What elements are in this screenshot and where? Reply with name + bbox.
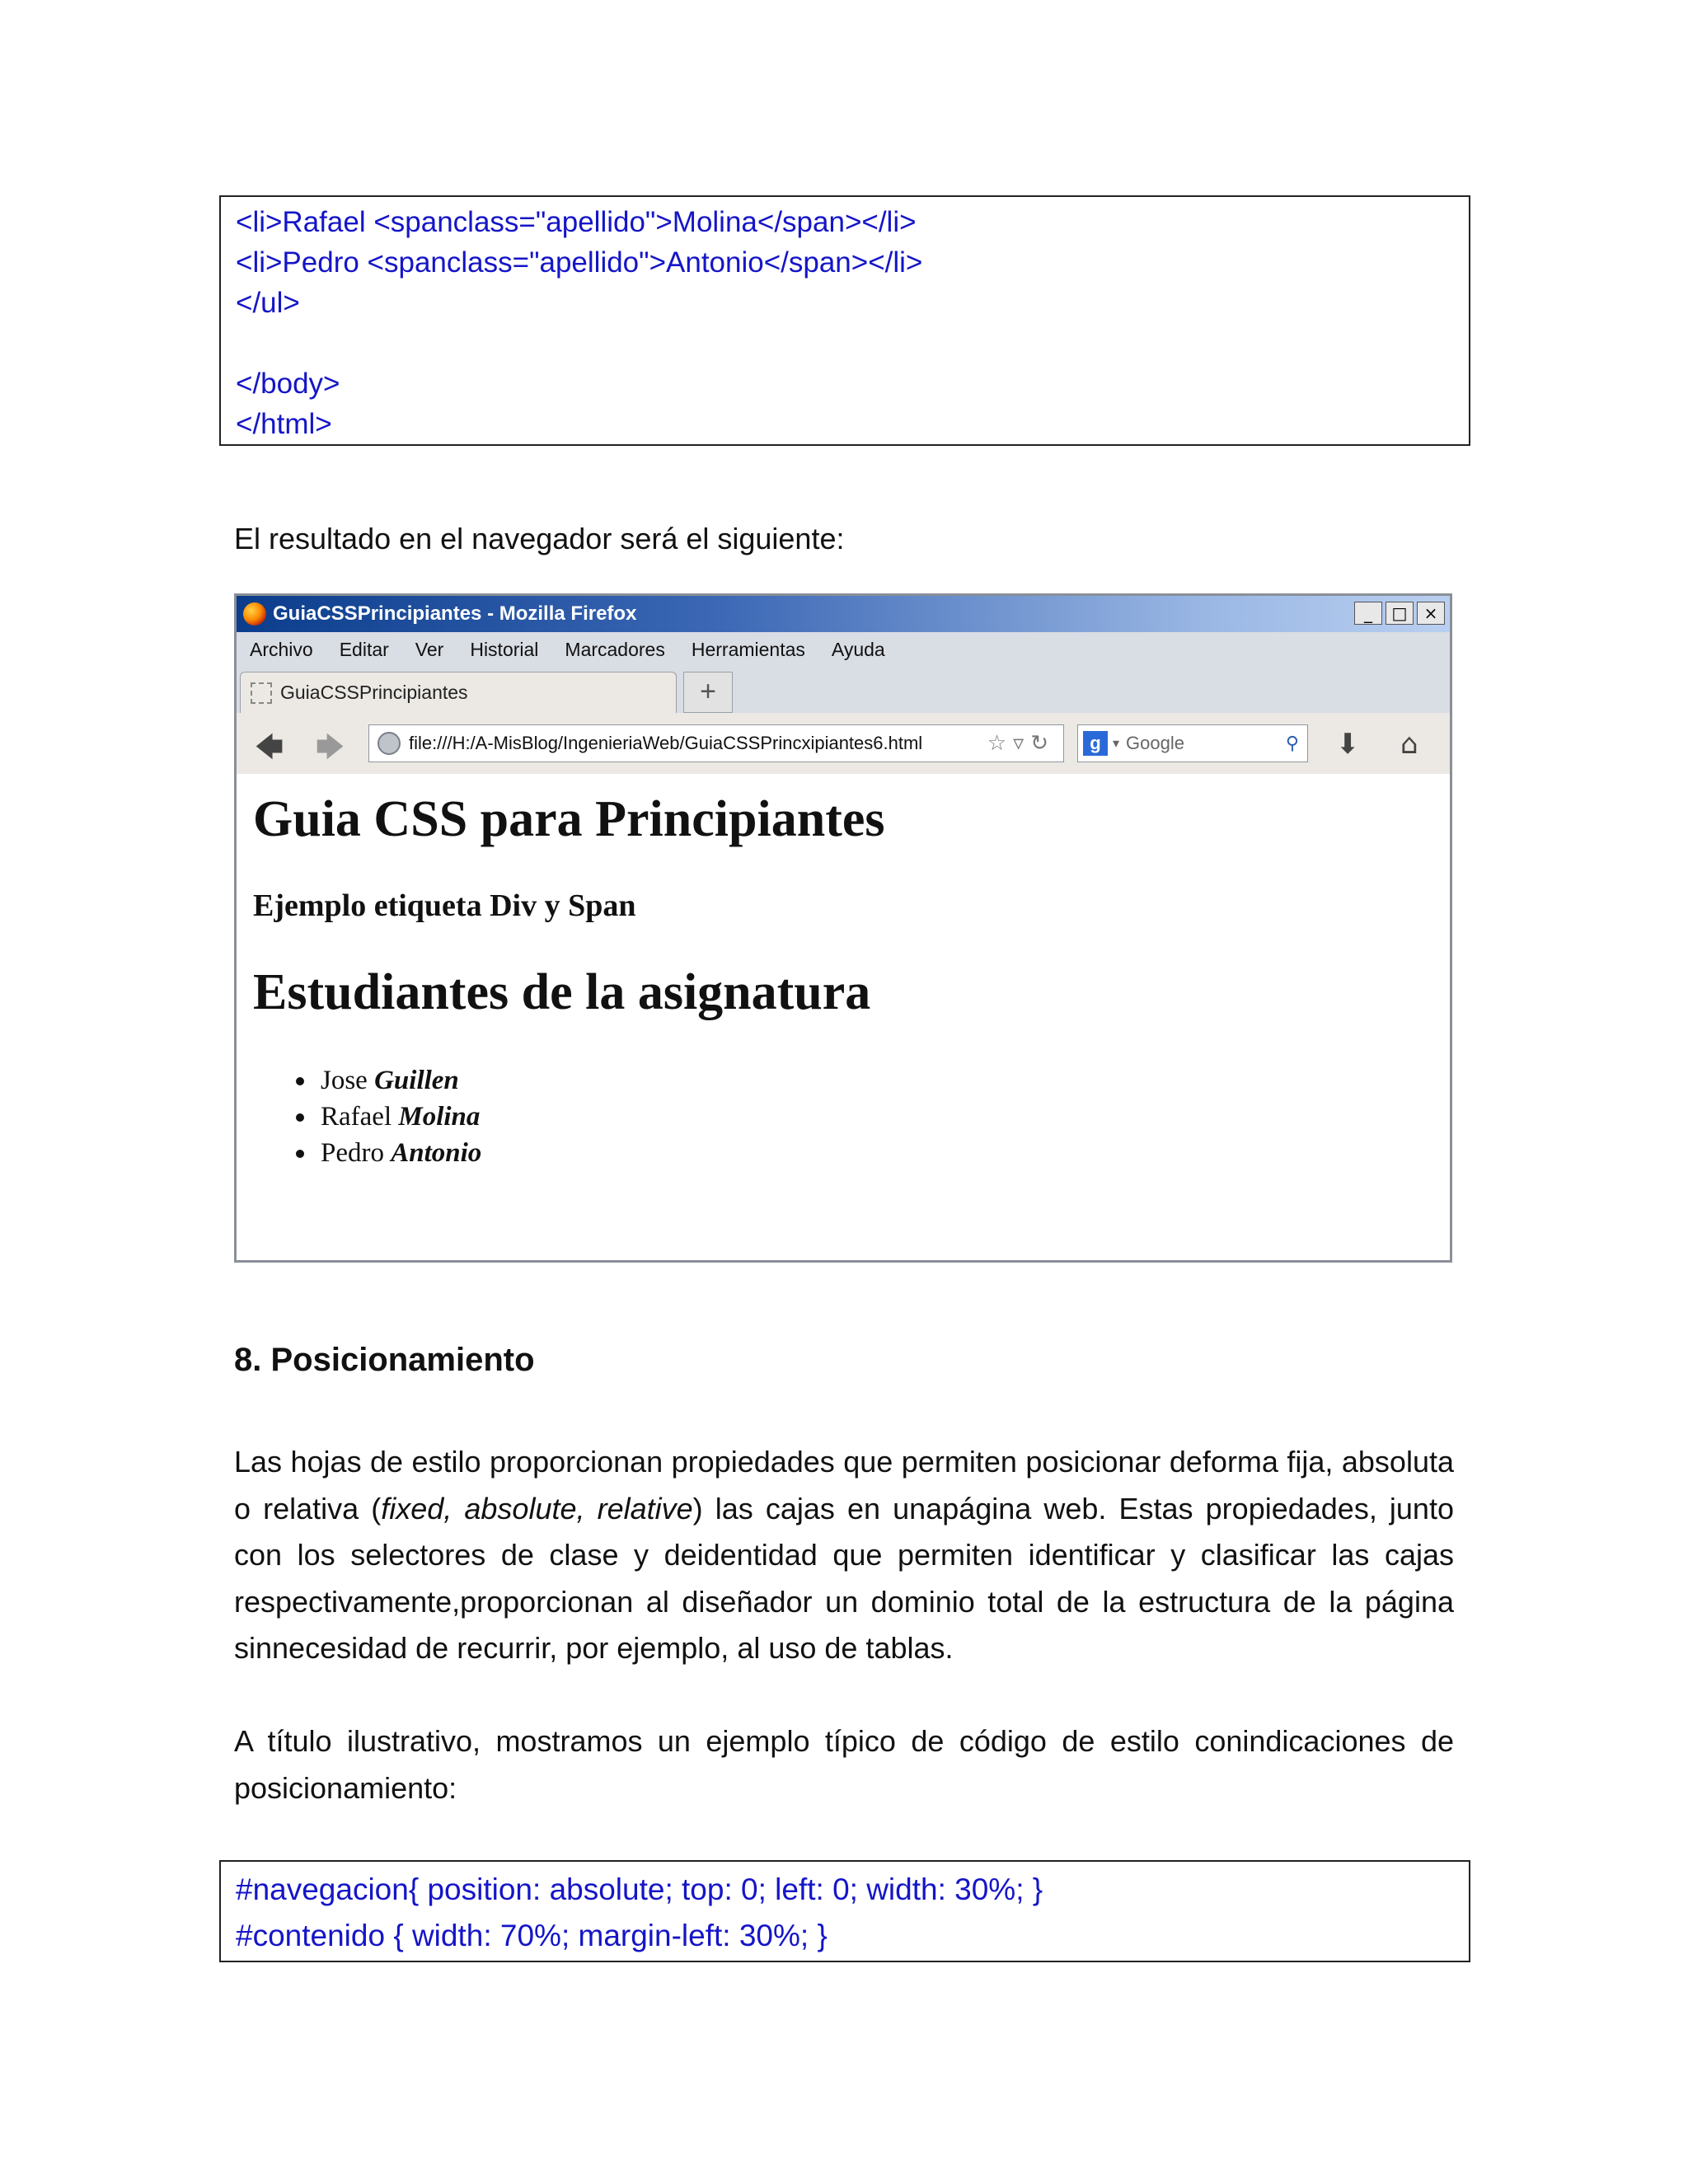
browser-screenshot <box>234 593 1452 1263</box>
code-line: </ul> <box>236 287 300 319</box>
code-line: </html> <box>236 408 332 440</box>
navigation-bar <box>237 713 1450 776</box>
code-line: #navegacion{ position: absolute; top: 0; left: 0; width: 30%; } <box>236 1872 1043 1906</box>
tab-guiacss[interactable] <box>240 672 677 713</box>
paragraph-1-italic: fixed, absolute, relative <box>381 1491 693 1526</box>
maximize-button[interactable]: □ <box>1386 602 1414 625</box>
student-apellido: Guillen <box>374 1066 459 1095</box>
download-icon[interactable]: ⬇ <box>1336 728 1360 761</box>
paragraph-1-part: Las hojas de estilo proporcionan propiedades que permiten posicionar deforma fija, absoluta o relativa ( <box>234 1445 1454 1526</box>
forward-arrow-icon[interactable]: 🡆 <box>316 731 345 764</box>
window-title: GuiaCSSPrincipiantes - Mozilla Firefox <box>273 602 637 625</box>
paragraph-1-part: ) las cajas en unapágina web. Estas propiedades, junto con los selectores de clase y deidentidad que permiten identificar y clasificar las cajas respectivamente,proporcionan al diseñador un dominio total de la estructura de la página sinnecesidad de recurrir, por ejemplo, al uso de tablas. <box>234 1491 1454 1665</box>
firefox-logo-icon <box>243 602 266 626</box>
star-reload-icons[interactable]: ☆▿↻ <box>987 731 1055 756</box>
menu-bar <box>237 632 1450 667</box>
student-list <box>296 1062 481 1171</box>
paragraph-1 <box>234 1439 1454 1672</box>
window-controls <box>1354 602 1445 625</box>
page-heading-1: Guia CSS para Principiantes <box>253 791 885 847</box>
intro-text: El resultado en el navegador será el siguiente: <box>234 522 845 555</box>
tab-label: GuiaCSSPrincipiantes <box>280 682 468 703</box>
menu-marcadores[interactable]: Marcadores <box>565 638 665 660</box>
paragraph-2: A título ilustrativo, mostramos un ejemplo típico de código de estilo conindicaciones de posicionamiento: <box>234 1724 1454 1805</box>
list-item <box>296 1099 481 1135</box>
new-tab-button[interactable]: + <box>683 672 733 713</box>
page-heading-students: Estudiantes de la asignatura <box>253 964 871 1020</box>
page-icon <box>251 682 272 704</box>
menu-ver[interactable]: Ver <box>415 638 444 660</box>
search-placeholder: Google <box>1126 733 1184 753</box>
section-heading: 8. Posicionamiento <box>234 1342 535 1378</box>
list-item <box>296 1135 481 1171</box>
back-arrow-icon[interactable]: 🡄 <box>255 731 284 764</box>
browser-content <box>237 774 1450 1260</box>
magnifier-icon[interactable]: ⚲ <box>1285 733 1299 754</box>
google-icon: g <box>1083 731 1108 756</box>
code-line: <li>Rafael <spanclass="apellido">Molina</span></li> <box>236 206 917 238</box>
student-apellido: Antonio <box>391 1138 482 1168</box>
code-line <box>236 323 1454 363</box>
url-bar[interactable] <box>368 724 1064 762</box>
student-name: Pedro <box>321 1138 384 1168</box>
tab-bar <box>237 667 1450 713</box>
page-heading-3: Ejemplo etiqueta Div y Span <box>253 888 636 923</box>
minimize-button[interactable]: _ <box>1354 602 1382 625</box>
close-button[interactable]: × <box>1417 602 1445 625</box>
home-icon[interactable]: ⌂ <box>1400 728 1418 761</box>
menu-archivo[interactable]: Archivo <box>250 638 313 660</box>
menu-ayuda[interactable]: Ayuda <box>831 638 885 660</box>
menu-editar[interactable]: Editar <box>339 638 389 660</box>
menu-historial[interactable]: Historial <box>470 638 539 660</box>
window-titlebar <box>237 596 1450 632</box>
student-name: Jose <box>321 1066 368 1095</box>
student-name: Rafael <box>321 1102 392 1132</box>
list-item <box>296 1062 481 1099</box>
menu-herramientas[interactable]: Herramientas <box>691 638 805 660</box>
code-line: #contenido { width: 70%; margin-left: 30%; } <box>236 1919 828 1952</box>
code-block-1 <box>219 195 1470 446</box>
code-line: </body> <box>236 368 340 400</box>
student-apellido: Molina <box>398 1102 481 1132</box>
search-bar[interactable] <box>1077 724 1308 762</box>
dropdown-icon: ▾ <box>1113 737 1120 751</box>
code-line: <li>Pedro <spanclass="apellido">Antonio</span></li> <box>236 246 923 279</box>
globe-icon <box>377 732 401 755</box>
url-text: file:///H:/A-MisBlog/IngenieriaWeb/GuiaCSSPrincxipiantes6.html <box>409 733 923 753</box>
code-block-2 <box>219 1860 1470 1962</box>
